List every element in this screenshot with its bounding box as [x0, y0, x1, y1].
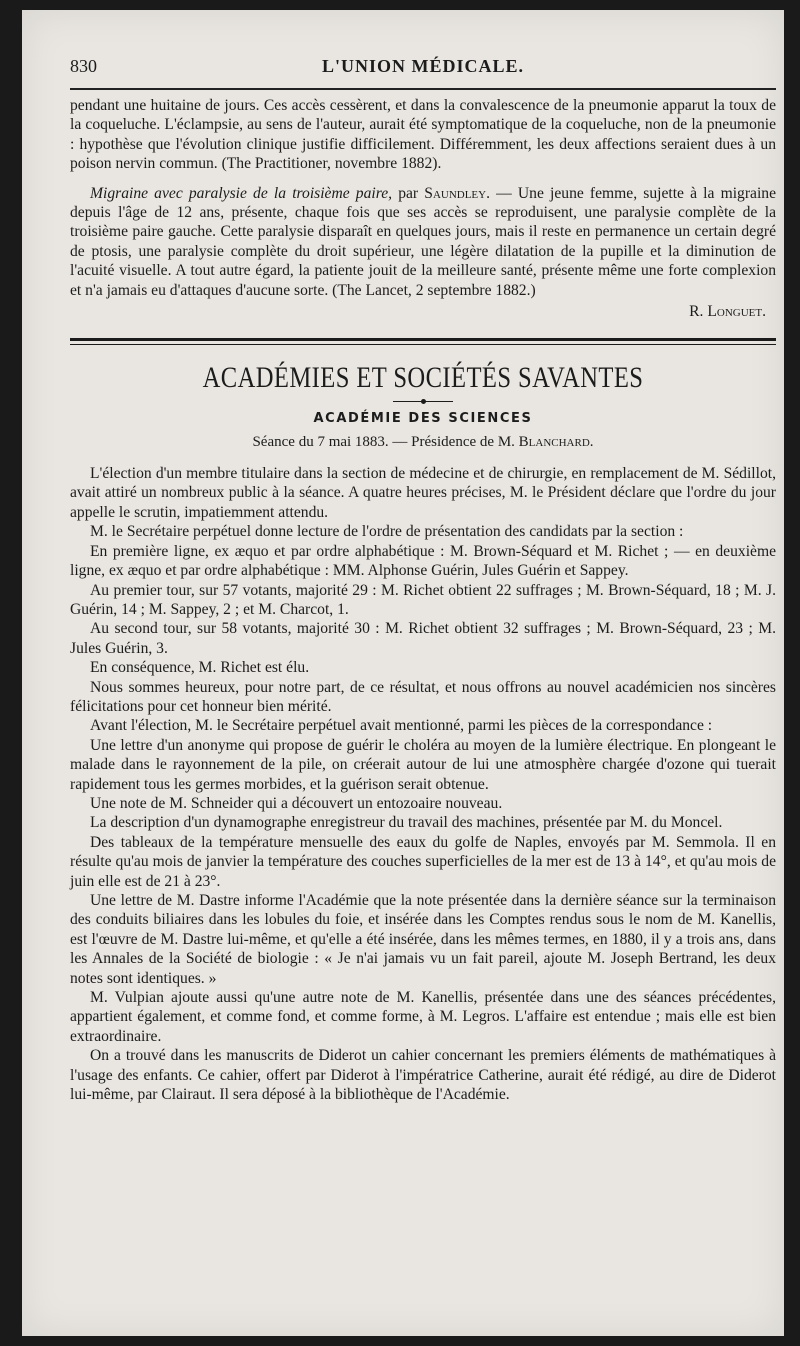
migraine-body: — Une jeune femme, sujette à la migraine depuis l'âge de 12 ans, présente, chaque fois que ses accès se reproduisent, une paralysie complète de la troisième paire gauche. Cette paralysie disparaît en quelques jours, mais il reste en permanence un certain degré de ptosis, une paralysie complète du droit supérieur, une légère dilatation de la pupille et la diminution de l'acuité visuelle. A tout autre égard, la patiente jouit de la meilleure santé, présente même une forte complexion et n'a jamais eu d'attaques d'aucune sorte. — [70, 184, 776, 299]
header-rule — [70, 88, 776, 90]
migraine-citation: (The Lancet, 2 septembre 1882.) — [332, 281, 536, 299]
section-title: ACADÉMIES ET SOCIÉTÉS SAVANTES — [202, 361, 644, 395]
migraine-title: Migraine avec paralysie de la troisième paire, — [90, 184, 393, 202]
body-paragraph: Au premier tour, sur 57 votants, majorité 29 : M. Richet obtient 22 suffrages ; M. Brown-Séquard, 18 ; M. J. Guérin, 14 ; M. Sappey, 2 ; et M. Charcot, 1. — [70, 581, 776, 618]
body-paragraph: Des tableaux de la température mensuelle des eaux du golfe de Naples, envoyés par M. Semmola. Il en résulte qu'au mois de janvier la température des couches superficielles de la mer est de 13 à 14°, et qu'au mois de juin elle est de 21 à 23°. — [70, 833, 776, 890]
body-paragraph: Nous sommes heureux, pour notre part, de ce résultat, et nous offrons au nouvel académicien nos sincères félicitations pour cet honneur bien mérité. — [70, 678, 776, 715]
page-content — [70, 54, 776, 1104]
session-report — [70, 464, 776, 1104]
migraine-author-prefix: par — [398, 184, 419, 202]
body-paragraph: En conséquence, M. Richet est élu. — [90, 659, 310, 677]
body-paragraph: En première ligne, ex æquo et par ordre alphabétique : M. Brown-Séquard et M. Richet ; — en deuxième ligne, ex æquo et par ordre alphabétique : MM. Alphonse Guérin, Jules Guérin et Sappey. — [70, 542, 776, 580]
academy-name: ACADÉMIE DES SCIENCES — [313, 411, 533, 427]
body-paragraph: Une note de M. Schneider qui a découvert un entozoaire nouveau. — [90, 794, 503, 812]
body-paragraph: On a trouvé dans les manuscrits de Diderot un cahier concernant les premiers éléments de mathématiques à l'usage des enfants. Ce cahier, offert par Diderot à l'impératrice Catherine, aurait été rédigé, au dire de Diderot lui-même, par Clairaut. Il sera déposé à la bibliothèque de l'Académie. — [70, 1047, 776, 1104]
migraine-paragraph — [70, 184, 776, 300]
body-paragraph: L'élection d'un membre titulaire dans la section de médecine et de chirurgie, en remplacement de M. Sédillot, avait attiré un nombreux public à la séance. A quatre heures précises, M. le Président déclare que l'ordre du jour appelle le scrutin, impatiemment attendu. — [70, 465, 776, 521]
signature-initial: R. — [689, 303, 704, 321]
body-paragraph: M. Vulpian ajoute aussi qu'une autre note de M. Kanellis, présentée dans une des séances précédentes, appartient également, et comme fond, et comme forme, à M. Legros. L'affaire est entendue ; mais elle est bien extraordinaire. — [70, 989, 776, 1045]
ornament-rule — [393, 401, 453, 402]
page-number: 830 — [70, 56, 97, 76]
pneumonia-paragraph: pendant une huitaine de jours. Ces accès cessèrent, et dans la convalescence de la pneumonie apparut la toux de la coqueluche. L'éclampsie, au sens de l'auteur, aurait été symptomatique de la coqueluche, non de la pneumonie : hypothèse que l'évolution clinique justifie difficilement. Différemment, les deux affections seraient dues à un poison nervin commun. (The Practitioner, novembre 1882). — [70, 97, 776, 173]
body-paragraph: Une lettre d'un anonyme qui propose de guérir le choléra au moyen de la lumière électrique. En plongeant le malade dans le rayonnement de la pile, on créerait autour de lui une atmosphère chargée d'ozone qui tuerait rapidement tous les germes morbides, et la guérison serait obtenue. — [70, 736, 776, 793]
body-paragraph: Une lettre de M. Dastre informe l'Académie que la note présentée dans la dernière séance sur la terminaison des conduits biliaires dans les lobules du foie, et insérée dans les Comptes rendus sous le nom de M. Kanellis, est l'œuvre de M. Dastre lui-même, et qu'elle a été insérée, dans les mêmes termes, en 1880, il y a trois ans, dans les Annales de la Société de biologie : « Je n'ai jamais vu un fait pareil, ajoute M. Joseph Bertrand, les deux notes sont identiques. » — [70, 892, 776, 987]
body-paragraph: M. le Secrétaire perpétuel donne lecture de l'ordre de présentation des candidats par la section : — [90, 523, 684, 541]
body-paragraph: Au second tour, sur 58 votants, majorité 30 : M. Richet obtient 32 suffrages ; M. Brown-Séquard, 23 ; M. Jules Guérin, 3. — [70, 620, 776, 657]
section-divider — [70, 338, 776, 345]
session-president: Blanchard. — [518, 434, 594, 451]
book-page — [22, 10, 784, 1336]
session-line — [70, 432, 776, 452]
session-prefix: Séance du 7 mai 1883. — Présidence de M. — [252, 434, 515, 451]
running-header — [70, 54, 776, 80]
journal-title: L'UNION MÉDICALE. — [321, 56, 525, 76]
body-paragraph: La description d'un dynamographe enregistreur du travail des machines, présentée par M. du Moncel. — [90, 814, 723, 832]
body-paragraph: Avant l'élection, M. le Secrétaire perpétuel avait mentionné, parmi les pièces de la correspondance : — [90, 717, 713, 735]
article-signature — [70, 302, 766, 322]
signature-name: Longuet. — [707, 303, 766, 321]
migraine-author: Saundley. — [424, 184, 490, 202]
